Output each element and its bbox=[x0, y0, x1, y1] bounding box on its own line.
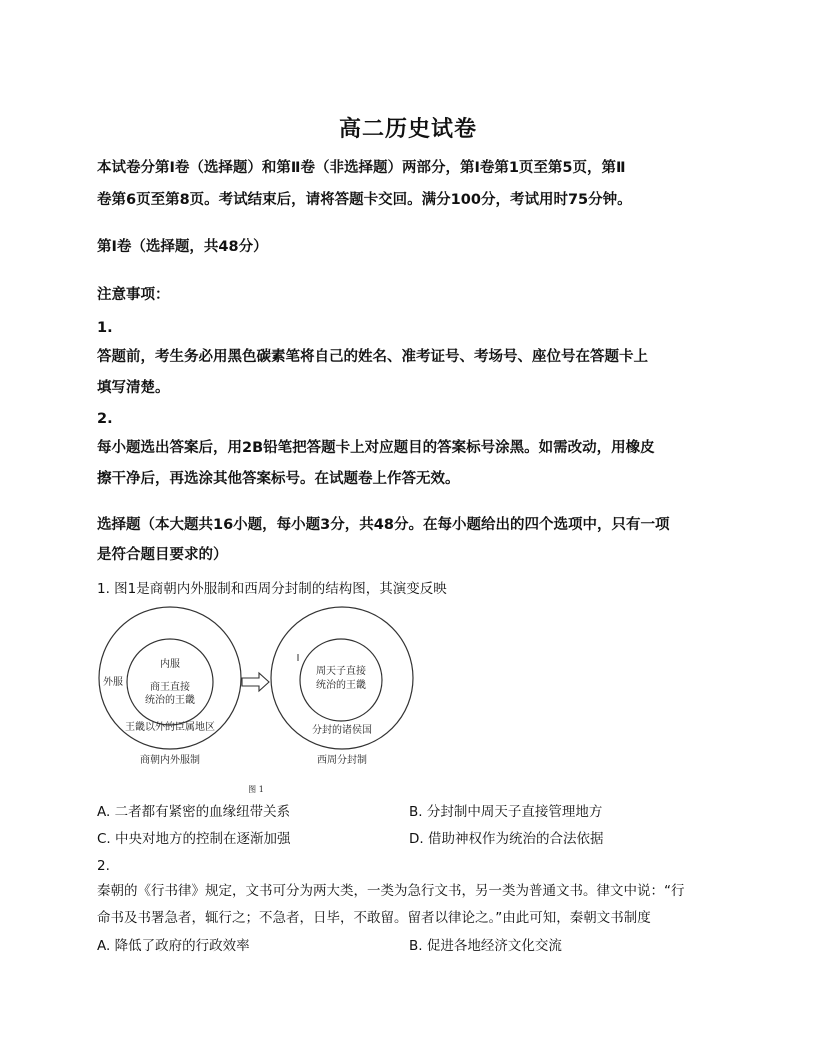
right-caption: 西周分封制 bbox=[317, 755, 367, 766]
section-heading-line-2: 是符合题目要求的） bbox=[97, 547, 228, 563]
intro-line-2: 卷第6页至第8页。考试结束后，请将答题卡交回。满分100分，考试用时75分钟。 bbox=[97, 192, 632, 208]
left-inner-mid-label-1: 商王直接 bbox=[150, 682, 190, 693]
notes-item-1-line-1: 答题前，考生务必用黑色碳素笔将自己的姓名、准考证号、考场号、座位号在答题卡上 bbox=[97, 349, 648, 365]
notes-item-2-line-2: 擦干净后，再选涂其他答案标号。在试题卷上作答无效。 bbox=[97, 471, 460, 487]
question-2-option-a: A. 降低了政府的行政效率 bbox=[97, 938, 250, 954]
right-outer-bottom-label: 分封的诸侯国 bbox=[312, 725, 372, 736]
arrow-icon bbox=[242, 673, 269, 691]
right-inner-label-2: 统治的王畿 bbox=[316, 680, 366, 691]
question-1-stem: 1. 图1是商朝内外服制和西周分封制的结构图，其演变反映 bbox=[97, 581, 447, 597]
question-1-option-c: C. 中央对地方的控制在逐渐加强 bbox=[97, 831, 291, 847]
notes-heading: 注意事项： bbox=[97, 287, 170, 303]
left-inner-mid-label-2: 统治的王畿 bbox=[145, 695, 195, 706]
question-2-option-b: B. 促进各地经济文化交流 bbox=[409, 938, 562, 954]
notes-item-2-number: 2. bbox=[97, 411, 113, 427]
question-1-option-b: B. 分封制中周天子直接管理地方 bbox=[409, 804, 603, 820]
question-2-number: 2. bbox=[97, 858, 110, 874]
intro-line-1: 本试卷分第Ⅰ卷（选择题）和第Ⅱ卷（非选择题）两部分，第Ⅰ卷第1页至第5页，第Ⅱ bbox=[97, 160, 626, 176]
question-1-figure bbox=[96, 604, 426, 800]
notes-item-1-number: 1. bbox=[97, 320, 113, 336]
notes-item-1-line-2: 填写清楚。 bbox=[97, 380, 170, 396]
left-inner-top-label: 内服 bbox=[160, 659, 180, 670]
notes-item-2-line-1: 每小题选出答案后，用2B铅笔把答题卡上对应题目的答案标号涂黑。如需改动，用橡皮 bbox=[97, 440, 655, 456]
question-2-line-1: 秦朝的《行书律》规定，文书可分为两大类，一类为急行文书，另一类为普通文书。律文中说：“行 bbox=[97, 883, 685, 899]
right-inner-label-1: 周天子直接 bbox=[316, 666, 366, 677]
page-title: 高二历史试卷 bbox=[338, 116, 477, 142]
figure-label: 图 1 bbox=[248, 785, 264, 794]
left-outer-side-label: 外服 bbox=[103, 677, 123, 688]
left-caption: 商朝内外服制 bbox=[140, 755, 200, 766]
question-1-option-d: D. 借助神权作为统治的合法依据 bbox=[409, 831, 604, 847]
left-outer-bottom-label: 王畿以外的臣属地区 bbox=[125, 722, 215, 733]
section-heading-line-1: 选择题（本大题共16小题，每小题3分，共48分。在每小题给出的四个选项中，只有一项 bbox=[97, 517, 670, 533]
question-1-option-a: A. 二者都有紧密的血缘纽带关系 bbox=[97, 804, 291, 820]
question-2-line-2: 命书及书署急者，辄行之；不急者，日毕，不敢留。留者以律论之。”由此可知，秦朝文书制度 bbox=[97, 910, 651, 926]
part1-heading: 第Ⅰ卷（选择题，共48分） bbox=[97, 239, 268, 255]
